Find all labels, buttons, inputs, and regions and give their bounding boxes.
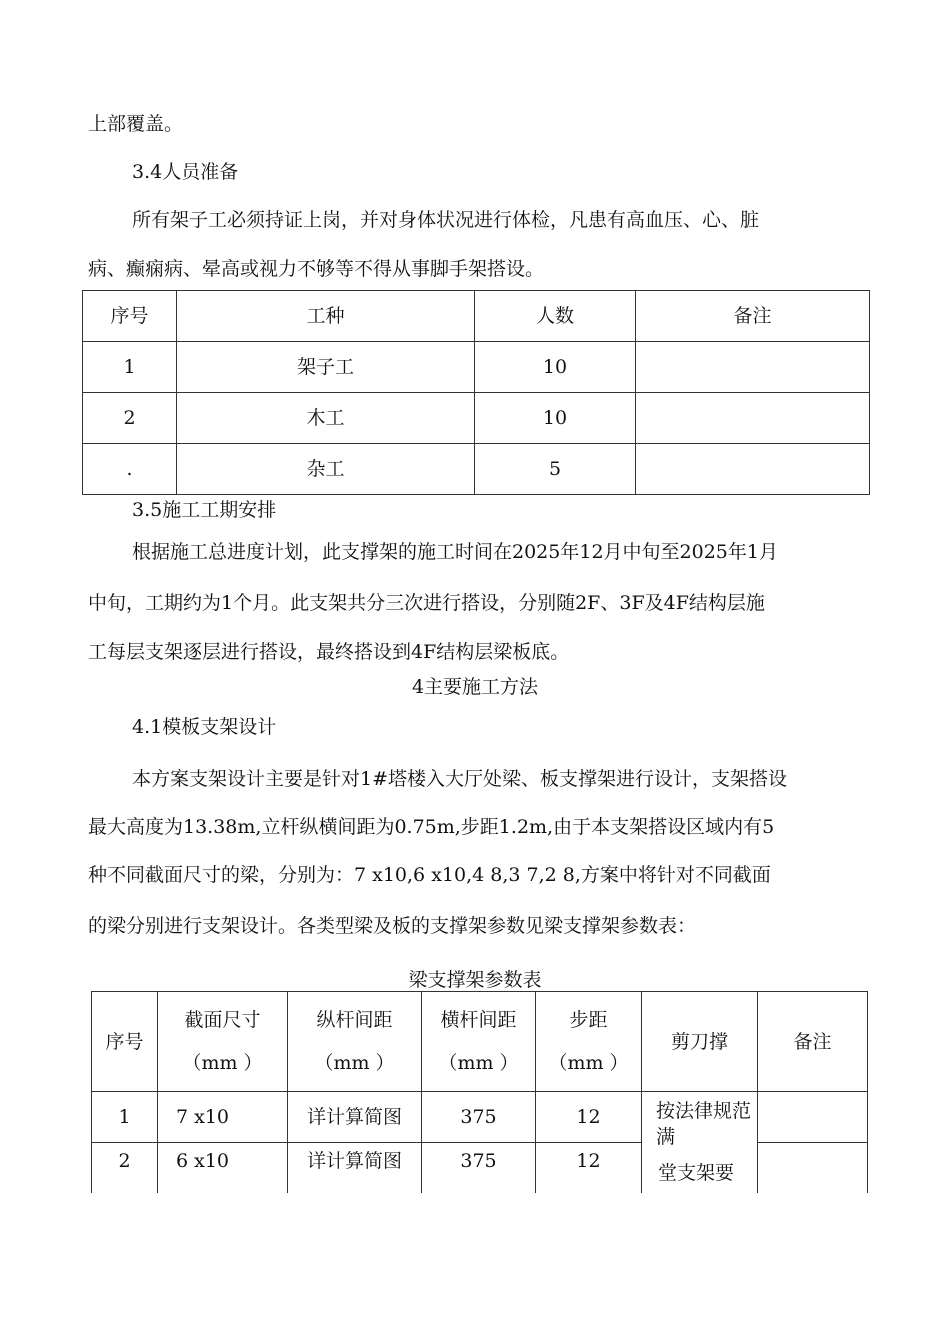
table-cell: 1	[83, 342, 177, 393]
table-cell: 7 x10	[158, 1092, 288, 1143]
brace-text: 堂支架要	[658, 1162, 735, 1184]
table-cell: 10	[475, 393, 636, 444]
table-cell: 架子工	[177, 342, 475, 393]
paragraph-continuation: 上部覆盖。	[88, 113, 184, 135]
table-cell: 杂工	[177, 444, 475, 495]
paragraph-line: 的梁分别进行支架设计。各类型梁及板的支撑架参数见梁支撑架参数表：	[88, 915, 697, 937]
table-cell: 10	[475, 342, 636, 393]
table-cell	[636, 444, 870, 495]
table-cell: 详计算简图	[288, 1092, 422, 1143]
table-cell: 1	[92, 1092, 158, 1143]
header-cell	[422, 992, 536, 1092]
table-header-row	[92, 992, 868, 1092]
header-unit: （mm ）	[182, 1051, 263, 1074]
paragraph-line: 根据施工总进度计划，此支撑架的施工时间在2025年12月中旬至2025年1月	[132, 541, 778, 563]
table-cell: 5	[475, 444, 636, 495]
paragraph-line: 本方案支架设计主要是针对1#塔楼入大厅处梁、板支撑架进行设计，支架搭设	[132, 768, 788, 790]
header-unit: （mm ）	[438, 1051, 519, 1074]
header-cell: 人数	[475, 291, 636, 342]
table-cell	[642, 1092, 758, 1193]
header-label: 横杆间距	[440, 1008, 517, 1031]
header-cell	[158, 992, 288, 1092]
header-cell	[288, 992, 422, 1092]
chapter-heading-4: 4主要施工方法	[411, 676, 539, 698]
table-row	[83, 342, 870, 393]
table-cell: 2	[92, 1143, 158, 1193]
header-unit: （mm ）	[314, 1051, 395, 1074]
header-cell: 工种	[177, 291, 475, 342]
staff-table	[82, 290, 870, 495]
table-row	[83, 444, 870, 495]
paragraph-line: 工每层支架逐层进行搭设，最终搭设到4F结构层梁板底。	[88, 641, 570, 663]
table-cell: 375	[422, 1143, 536, 1193]
header-cell: 序号	[92, 992, 158, 1092]
table-caption: 梁支撑架参数表	[408, 969, 542, 991]
brace-text: 按法律规范满	[656, 1100, 752, 1148]
table-row	[92, 1092, 868, 1143]
table-cell: 6 x10	[158, 1143, 288, 1193]
paragraph-line: 最大高度为13.38m,立杆纵横间距为0.75m,步距1.2m,由于本支架搭设区域内有5	[88, 816, 775, 838]
header-cell: 序号	[83, 291, 177, 342]
table-cell	[758, 1092, 868, 1143]
header-cell: 备注	[636, 291, 870, 342]
header-label: 截面尺寸	[184, 1008, 261, 1031]
paragraph-line: 所有架子工必须持证上岗，并对身体状况进行体检，凡患有高血压、心、脏	[132, 209, 760, 231]
table-cell	[758, 1143, 868, 1193]
table-cell: 375	[422, 1092, 536, 1143]
table-cell: 12	[536, 1143, 642, 1193]
header-label: 纵杆间距	[316, 1008, 393, 1031]
beam-support-table	[91, 991, 868, 1193]
table-cell	[636, 342, 870, 393]
section-heading-3-4: 3.4人员准备	[132, 161, 239, 183]
table-cell: 2	[83, 393, 177, 444]
table-cell	[636, 393, 870, 444]
table-cell: 木工	[177, 393, 475, 444]
header-unit: （mm ）	[548, 1051, 629, 1074]
table-cell: 12	[536, 1092, 642, 1143]
paragraph-line: 种不同截面尺寸的梁，分别为：7 x10,6 x10,4 8,3 7,2 8,方案中将针对不同截面	[88, 864, 771, 886]
table-header-row	[83, 291, 870, 342]
header-cell: 剪刀撑	[642, 992, 758, 1092]
table-row	[83, 393, 870, 444]
table-cell: .	[83, 444, 177, 495]
paragraph-line: 中旬，工期约为1个月。此支架共分三次进行搭设，分别随2F、3F及4F结构层施	[88, 592, 765, 614]
section-heading-3-5: 3.5施工工期安排	[132, 499, 277, 521]
header-cell	[536, 992, 642, 1092]
header-cell: 备注	[758, 992, 868, 1092]
section-heading-4-1: 4.1模板支架设计	[132, 716, 277, 738]
paragraph-line: 病、癫痫病、晕高或视力不够等不得从事脚手架搭设。	[88, 258, 545, 280]
table-cell: 详计算简图	[288, 1143, 422, 1193]
header-label: 步距	[569, 1008, 608, 1031]
